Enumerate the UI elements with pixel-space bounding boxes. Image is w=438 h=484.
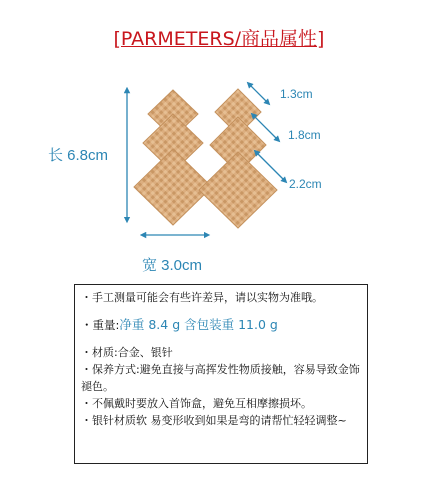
info-care: ・保养方式:避免直接与高挥发性物质接触，容易导致金饰褪色。	[81, 363, 360, 393]
left-tier-3	[134, 149, 212, 225]
tier3-label: 2.2cm	[289, 177, 322, 191]
width-label: 宽 3.0cm	[142, 257, 203, 274]
weight-label: ・重量:	[81, 318, 120, 332]
weight-value: 净重 8.4 g 含包装重 11.0 g	[119, 317, 278, 332]
product-info-box	[74, 284, 368, 464]
info-measure-note: ・手工测量可能会有些许差异，请以实物为准哦。	[81, 291, 323, 304]
info-material: ・材质:合金、银针	[81, 346, 173, 359]
page-title: [PARMETERS/商品属性]	[113, 28, 325, 50]
tier1-arrow	[249, 84, 268, 103]
right-earring	[199, 89, 277, 228]
left-earring	[134, 90, 212, 225]
tier2-label: 1.8cm	[288, 128, 321, 142]
info-storage: ・不佩戴时要放入首饰盒，避免互相摩擦损坏。	[81, 397, 312, 410]
tier1-label: 1.3cm	[280, 87, 313, 101]
info-needle: ・银针材质软 易变形收到如果是弯的请帮忙轻轻调整~	[81, 414, 347, 427]
info-weight	[81, 316, 361, 334]
length-label: 长 6.8cm	[48, 147, 109, 164]
right-tier-3	[199, 152, 277, 228]
